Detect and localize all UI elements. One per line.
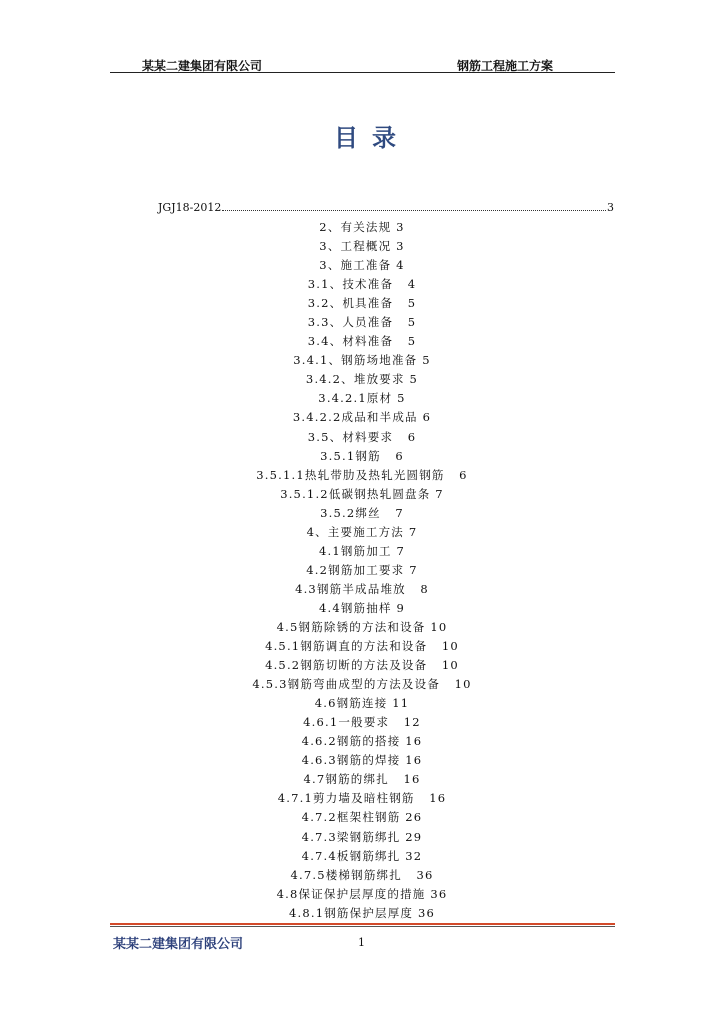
toc-entry[interactable]: 4.5钢筋除锈的方法和设备 10 [276,619,448,634]
toc-title: 目录 [334,124,410,152]
toc-entry[interactable]: 4.7.1剪力墙及暗柱钢筋 16 [277,791,447,806]
toc-entry[interactable]: 3.4.2、堆放要求 5 [305,372,419,387]
toc-entry-label: JGJ18-2012 [158,201,222,214]
toc-entry[interactable]: 3.5、材料要求 6 [307,429,417,444]
toc-entry[interactable]: 4.6钢筋连接 11 [314,696,410,711]
page-number: 1 [358,936,365,949]
header-company: 某某二建集团有限公司 [142,59,263,73]
toc-entry[interactable]: 2、有关法规 3 [319,220,405,234]
toc-entry[interactable]: 4.6.3钢筋的焊接 16 [301,753,423,768]
toc-entry[interactable]: 4.7.5楼梯钢筋绑扎 36 [290,867,434,882]
footer-divider [110,923,615,925]
toc-entry[interactable]: 3.1、技术准备 4 [307,277,417,292]
toc-entry[interactable]: 3.5.1.1热轧带肋及热轧光圆钢筋 6 [256,467,468,482]
toc-entry[interactable]: 3.3、人员准备 5 [307,315,417,330]
toc-entry[interactable]: 3.5.2绑丝 7 [320,505,404,520]
toc-entry[interactable]: 3.4.2.2成品和半成品 6 [292,410,432,425]
toc-entry[interactable]: 4.4钢筋抽样 9 [318,600,406,615]
toc-entry[interactable]: 4.7.3梁钢筋绑扎 29 [301,829,423,844]
footer-company: 某某二建集团有限公司 [113,937,244,952]
toc-entry[interactable]: 4.7.4板钢筋绑扎 32 [301,848,423,863]
page-header [110,56,615,73]
toc-entry[interactable]: 4.8.1钢筋保护层厚度 36 [288,905,436,920]
header-doc-title: 钢筋工程施工方案 [457,59,554,73]
toc-entry[interactable]: 4.6.1一般要求 12 [303,715,421,730]
toc-entry[interactable]: 4.6.2钢筋的搭接 16 [301,734,423,749]
toc-entry[interactable]: 4.7钢筋的绑扎 16 [303,772,421,787]
toc-list [0,218,724,923]
toc-entry[interactable]: 3.5.1钢筋 6 [320,448,404,463]
toc-entry-page: 3 [607,201,614,214]
toc-entry[interactable]: 4.3钢筋半成品堆放 8 [295,581,429,596]
toc-entry[interactable]: 3、施工准备 4 [319,258,405,273]
toc-entry[interactable]: 4.5.1钢筋调直的方法和设备 10 [265,639,459,654]
toc-entry[interactable]: 4.7.2框架柱钢筋 26 [301,810,423,825]
toc-entry[interactable]: 3、工程概况 3 [319,239,405,254]
toc-entry[interactable]: 4、主要施工方法 7 [306,524,418,539]
toc-entry-first[interactable] [158,200,614,214]
toc-entry[interactable]: 4.8保证保护层厚度的措施 36 [276,886,448,901]
toc-entry[interactable]: 3.4.2.1原材 5 [318,391,406,406]
toc-entry[interactable]: 3.4、材料准备 5 [307,334,417,349]
toc-leader-dots [222,210,606,211]
toc-entry[interactable]: 4.5.2钢筋切断的方法及设备 10 [265,658,459,673]
toc-entry[interactable]: 4.1钢筋加工 7 [318,543,406,558]
toc-entry[interactable]: 4.5.3钢筋弯曲成型的方法及设备 10 [252,677,472,692]
footer-divider-thin [110,926,615,927]
toc-entry[interactable]: 3.5.1.2低碳钢热轧圆盘条 7 [280,486,444,501]
toc-entry[interactable]: 3.2、机具准备 5 [307,296,417,311]
toc-entry[interactable]: 3.4.1、钢筋场地准备 5 [293,353,431,368]
toc-entry[interactable]: 4.2钢筋加工要求 7 [306,562,418,577]
